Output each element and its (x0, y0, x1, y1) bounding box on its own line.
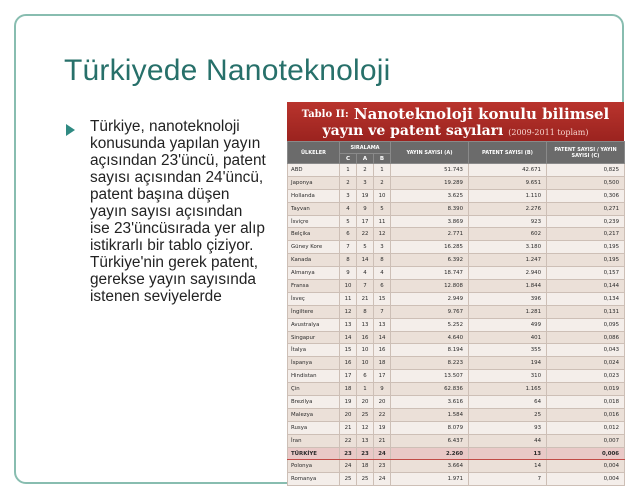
cell-country: İsveç (288, 292, 340, 305)
cell-patents: 602 (469, 228, 547, 241)
cell-pubs: 13.507 (391, 370, 469, 383)
cell-ratio: 0,004 (547, 460, 625, 473)
cell-rank-b: 15 (374, 292, 391, 305)
cell-ratio: 0,095 (547, 318, 625, 331)
cell-ratio: 0,239 (547, 215, 625, 228)
cell-ratio: 0,144 (547, 280, 625, 293)
cell-country: İngiltere (288, 305, 340, 318)
table-row (288, 228, 625, 241)
cell-rank-c: 20 (340, 408, 357, 421)
cell-rank-a: 21 (357, 292, 374, 305)
cell-rank-c: 6 (340, 228, 357, 241)
cell-ratio: 0,131 (547, 305, 625, 318)
cell-patents: 1.110 (469, 189, 547, 202)
cell-patents: 401 (469, 331, 547, 344)
cell-pubs: 3.616 (391, 396, 469, 409)
col-header-patents: PATENT SAYISI (B) (469, 142, 547, 164)
cell-rank-a: 23 (357, 447, 374, 460)
cell-rank-b: 9 (374, 383, 391, 396)
cell-patents: 310 (469, 370, 547, 383)
cell-rank-c: 24 (340, 460, 357, 473)
cell-ratio: 0,086 (547, 331, 625, 344)
cell-rank-a: 10 (357, 344, 374, 357)
table-row (288, 370, 625, 383)
table-title-line1 (287, 105, 624, 123)
cell-pubs: 51.743 (391, 164, 469, 177)
nanotech-table (287, 141, 625, 486)
cell-patents: 2.276 (469, 202, 547, 215)
table-row (288, 396, 625, 409)
cell-rank-a: 20 (357, 396, 374, 409)
cell-country: Kanada (288, 254, 340, 267)
cell-rank-c: 8 (340, 254, 357, 267)
table-row (288, 460, 625, 473)
cell-pubs: 16.285 (391, 241, 469, 254)
cell-patents: 2.940 (469, 267, 547, 280)
table-row (288, 473, 625, 486)
cell-rank-b: 12 (374, 228, 391, 241)
cell-rank-a: 16 (357, 331, 374, 344)
cell-rank-b: 1 (374, 164, 391, 177)
cell-country: Brezilya (288, 396, 340, 409)
cell-rank-b: 11 (374, 215, 391, 228)
table-row (288, 215, 625, 228)
cell-rank-a: 17 (357, 215, 374, 228)
cell-rank-a: 13 (357, 434, 374, 447)
cell-ratio: 0,012 (547, 421, 625, 434)
cell-rank-b: 18 (374, 357, 391, 370)
cell-pubs: 4.640 (391, 331, 469, 344)
cell-rank-b: 4 (374, 267, 391, 280)
cell-ratio: 0,007 (547, 434, 625, 447)
table-row (288, 331, 625, 344)
cell-rank-b: 23 (374, 460, 391, 473)
table-title-prefix: Tablo II: (301, 109, 349, 120)
table-row (288, 292, 625, 305)
cell-rank-a: 18 (357, 460, 374, 473)
cell-pubs: 8.390 (391, 202, 469, 215)
cell-country: ABD (288, 164, 340, 177)
cell-rank-b: 20 (374, 396, 391, 409)
cell-rank-c: 5 (340, 215, 357, 228)
cell-ratio: 0,006 (547, 447, 625, 460)
cell-rank-c: 19 (340, 396, 357, 409)
cell-country: İtalya (288, 344, 340, 357)
cell-rank-c: 25 (340, 473, 357, 486)
cell-rank-a: 13 (357, 318, 374, 331)
cell-patents: 7 (469, 473, 547, 486)
table-title-sub: yayın ve patent sayıları (322, 123, 504, 139)
cell-ratio: 0,018 (547, 396, 625, 409)
cell-rank-a: 2 (357, 164, 374, 177)
cell-rank-b: 10 (374, 189, 391, 202)
cell-rank-b: 24 (374, 473, 391, 486)
cell-ratio: 0,500 (547, 176, 625, 189)
table-row (288, 344, 625, 357)
cell-pubs: 2.260 (391, 447, 469, 460)
cell-rank-c: 11 (340, 292, 357, 305)
cell-ratio: 0,271 (547, 202, 625, 215)
cell-rank-b: 3 (374, 241, 391, 254)
table-row (288, 241, 625, 254)
table-row (288, 202, 625, 215)
cell-rank-a: 8 (357, 305, 374, 318)
col-header-ratio: PATENT SAYISI / YAYIN SAYISI (C) (547, 142, 625, 164)
cell-rank-b: 13 (374, 318, 391, 331)
cell-rank-a: 6 (357, 370, 374, 383)
col-header-rank-c: C (340, 154, 357, 164)
table-row (288, 280, 625, 293)
cell-rank-c: 1 (340, 164, 357, 177)
cell-pubs: 2.771 (391, 228, 469, 241)
cell-rank-b: 8 (374, 254, 391, 267)
col-header-pubs: YAYIN SAYISI (A) (391, 142, 469, 164)
table-row (288, 434, 625, 447)
cell-rank-b: 2 (374, 176, 391, 189)
cell-patents: 499 (469, 318, 547, 331)
cell-country: Güney Kore (288, 241, 340, 254)
col-header-rank-a: A (357, 154, 374, 164)
cell-rank-c: 21 (340, 421, 357, 434)
slide-title: Türkiyede Nanoteknoloji (64, 54, 391, 87)
cell-ratio: 0,043 (547, 344, 625, 357)
cell-pubs: 1.971 (391, 473, 469, 486)
cell-pubs: 3.869 (391, 215, 469, 228)
cell-patents: 1.165 (469, 383, 547, 396)
cell-country: Singapur (288, 331, 340, 344)
cell-ratio: 0,217 (547, 228, 625, 241)
cell-country: Japonya (288, 176, 340, 189)
cell-patents: 1.281 (469, 305, 547, 318)
cell-pubs: 8.194 (391, 344, 469, 357)
cell-rank-a: 10 (357, 357, 374, 370)
table-row (288, 447, 625, 460)
cell-rank-a: 9 (357, 202, 374, 215)
cell-rank-c: 3 (340, 189, 357, 202)
cell-rank-c: 17 (340, 370, 357, 383)
table-title-main: Nanoteknoloji konulu bilimsel (353, 105, 610, 123)
cell-patents: 3.180 (469, 241, 547, 254)
cell-ratio: 0,825 (547, 164, 625, 177)
cell-pubs: 3.625 (391, 189, 469, 202)
cell-pubs: 6.392 (391, 254, 469, 267)
bullet-text: Türkiye, nanoteknoloji konusunda yapılan yayın açısından 23'üncü, patent sayısı açısından 24'üncü, patent başına düşen yayın sayısı açısından ise 23'üncüsırada yer alıp istikrarlı bir tablo çiziyor. Türkiye'nin gerek patent, gerekse yayın sayısında istenen seviyelerde (90, 118, 266, 305)
cell-rank-c: 9 (340, 267, 357, 280)
cell-patents: 9.651 (469, 176, 547, 189)
cell-ratio: 0,004 (547, 473, 625, 486)
cell-rank-c: 18 (340, 383, 357, 396)
cell-rank-c: 7 (340, 241, 357, 254)
cell-rank-b: 16 (374, 344, 391, 357)
cell-ratio: 0,195 (547, 254, 625, 267)
table-title-note: (2009-2011 toplam) (508, 128, 589, 137)
table-row (288, 164, 625, 177)
cell-ratio: 0,019 (547, 383, 625, 396)
cell-country: İspanya (288, 357, 340, 370)
cell-patents: 64 (469, 396, 547, 409)
col-header-country: ÜLKELER (288, 142, 340, 164)
cell-patents: 1.247 (469, 254, 547, 267)
cell-rank-b: 21 (374, 434, 391, 447)
cell-pubs: 62.836 (391, 383, 469, 396)
cell-country: Belçika (288, 228, 340, 241)
cell-pubs: 2.949 (391, 292, 469, 305)
cell-patents: 42.671 (469, 164, 547, 177)
cell-rank-c: 12 (340, 305, 357, 318)
table-image (287, 102, 624, 483)
cell-country: Çin (288, 383, 340, 396)
cell-rank-a: 25 (357, 408, 374, 421)
cell-rank-c: 16 (340, 357, 357, 370)
cell-rank-c: 13 (340, 318, 357, 331)
cell-patents: 25 (469, 408, 547, 421)
cell-rank-b: 24 (374, 447, 391, 460)
cell-rank-a: 5 (357, 241, 374, 254)
cell-rank-a: 1 (357, 383, 374, 396)
cell-rank-a: 12 (357, 421, 374, 434)
cell-ratio: 0,306 (547, 189, 625, 202)
table-row (288, 318, 625, 331)
cell-patents: 13 (469, 447, 547, 460)
cell-rank-b: 14 (374, 331, 391, 344)
cell-ratio: 0,024 (547, 357, 625, 370)
cell-patents: 1.844 (469, 280, 547, 293)
cell-pubs: 9.767 (391, 305, 469, 318)
cell-country: Hindistan (288, 370, 340, 383)
cell-pubs: 18.747 (391, 267, 469, 280)
table-row (288, 267, 625, 280)
cell-rank-c: 23 (340, 447, 357, 460)
table-row (288, 408, 625, 421)
cell-country: İsviçre (288, 215, 340, 228)
cell-rank-a: 14 (357, 254, 374, 267)
cell-patents: 44 (469, 434, 547, 447)
cell-rank-c: 14 (340, 331, 357, 344)
col-header-rank-b: B (374, 154, 391, 164)
cell-rank-b: 19 (374, 421, 391, 434)
cell-patents: 923 (469, 215, 547, 228)
cell-country: Rusya (288, 421, 340, 434)
cell-rank-c: 15 (340, 344, 357, 357)
table-body (288, 164, 625, 486)
cell-rank-c: 10 (340, 280, 357, 293)
cell-ratio: 0,157 (547, 267, 625, 280)
bullet-arrow-icon (66, 124, 75, 136)
table-row (288, 176, 625, 189)
table-row (288, 383, 625, 396)
cell-country: Fransa (288, 280, 340, 293)
cell-patents: 93 (469, 421, 547, 434)
cell-country: Tayvan (288, 202, 340, 215)
cell-country: Malezya (288, 408, 340, 421)
cell-rank-a: 4 (357, 267, 374, 280)
cell-rank-a: 25 (357, 473, 374, 486)
cell-pubs: 12.808 (391, 280, 469, 293)
cell-rank-c: 4 (340, 202, 357, 215)
bullet-list (66, 118, 266, 305)
cell-pubs: 1.584 (391, 408, 469, 421)
cell-rank-b: 5 (374, 202, 391, 215)
cell-rank-a: 7 (357, 280, 374, 293)
cell-country: Avustralya (288, 318, 340, 331)
cell-country: Hollanda (288, 189, 340, 202)
table-row (288, 421, 625, 434)
table-title-line2 (287, 123, 624, 139)
cell-country: Almanya (288, 267, 340, 280)
cell-rank-a: 22 (357, 228, 374, 241)
table-row (288, 189, 625, 202)
cell-patents: 194 (469, 357, 547, 370)
cell-patents: 396 (469, 292, 547, 305)
cell-country: Polonya (288, 460, 340, 473)
cell-rank-c: 22 (340, 434, 357, 447)
cell-rank-c: 2 (340, 176, 357, 189)
cell-patents: 355 (469, 344, 547, 357)
cell-rank-a: 19 (357, 189, 374, 202)
col-header-ranking: SIRALAMA (340, 142, 391, 154)
cell-pubs: 8.223 (391, 357, 469, 370)
cell-pubs: 3.664 (391, 460, 469, 473)
cell-country: İran (288, 434, 340, 447)
cell-patents: 14 (469, 460, 547, 473)
cell-pubs: 6.437 (391, 434, 469, 447)
table-row (288, 357, 625, 370)
cell-ratio: 0,016 (547, 408, 625, 421)
cell-rank-a: 3 (357, 176, 374, 189)
cell-ratio: 0,195 (547, 241, 625, 254)
cell-rank-b: 22 (374, 408, 391, 421)
cell-pubs: 8.079 (391, 421, 469, 434)
cell-rank-b: 7 (374, 305, 391, 318)
cell-rank-b: 6 (374, 280, 391, 293)
table-title-banner (287, 102, 624, 141)
cell-rank-b: 17 (374, 370, 391, 383)
table-row (288, 254, 625, 267)
cell-country: Romanya (288, 473, 340, 486)
table-row (288, 305, 625, 318)
cell-country: TÜRKİYE (288, 447, 340, 460)
cell-pubs: 19.289 (391, 176, 469, 189)
cell-ratio: 0,023 (547, 370, 625, 383)
cell-ratio: 0,134 (547, 292, 625, 305)
cell-pubs: 5.252 (391, 318, 469, 331)
